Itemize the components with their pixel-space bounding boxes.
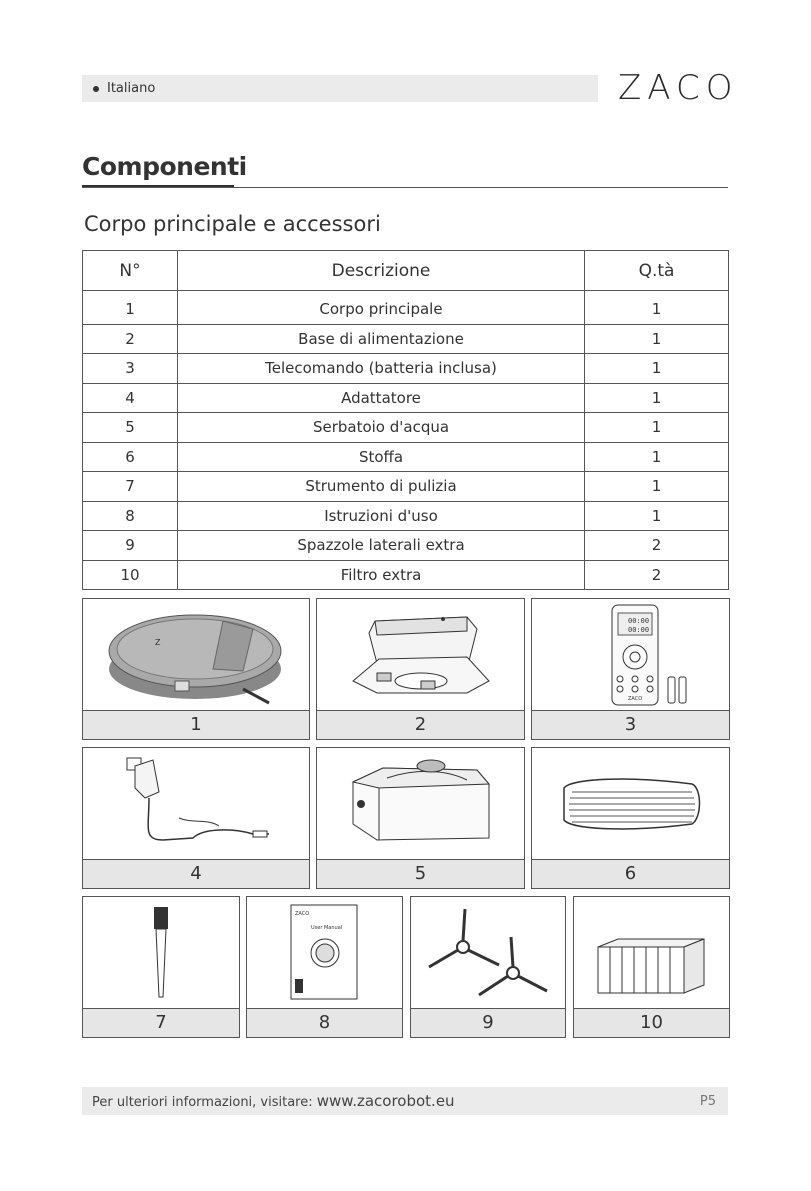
mop-cloth-icon bbox=[532, 748, 729, 860]
item-label: 5 bbox=[317, 859, 524, 888]
power-adapter-icon bbox=[83, 748, 309, 860]
cell-description: Stoffa bbox=[178, 442, 585, 472]
cell-no: 3 bbox=[83, 354, 178, 384]
footer-text-group bbox=[92, 1092, 455, 1110]
cell-qty: 1 bbox=[585, 472, 729, 502]
cell-no: 10 bbox=[83, 560, 178, 590]
title-underline bbox=[82, 185, 234, 187]
item-label: 3 bbox=[532, 710, 729, 739]
table-row bbox=[83, 442, 729, 472]
cell-qty: 1 bbox=[585, 413, 729, 443]
cell-qty: 2 bbox=[585, 560, 729, 590]
item-card-4 bbox=[82, 747, 310, 889]
cell-qty: 2 bbox=[585, 531, 729, 561]
cell-qty: 1 bbox=[585, 291, 729, 325]
cell-qty: 1 bbox=[585, 324, 729, 354]
item-card-6 bbox=[531, 747, 730, 889]
page-number: P5 bbox=[699, 1093, 716, 1109]
item-card-5 bbox=[316, 747, 525, 889]
cell-description: Base di alimentazione bbox=[178, 324, 585, 354]
item-card-7 bbox=[82, 896, 240, 1038]
cell-description: Corpo principale bbox=[178, 291, 585, 325]
footer-bar bbox=[82, 1087, 728, 1115]
cell-description: Adattatore bbox=[178, 383, 585, 413]
table-row bbox=[83, 291, 729, 325]
cell-no: 1 bbox=[83, 291, 178, 325]
cell-description: Telecomando (batteria inclusa) bbox=[178, 354, 585, 384]
cell-description: Spazzole laterali extra bbox=[178, 531, 585, 561]
item-card-3 bbox=[531, 598, 730, 740]
item-label: 4 bbox=[83, 859, 309, 888]
item-label: 7 bbox=[83, 1008, 239, 1037]
manual-brand: ZACO bbox=[295, 911, 310, 917]
item-label: 10 bbox=[574, 1008, 729, 1037]
item-label: 9 bbox=[411, 1008, 565, 1037]
robot-vacuum-icon bbox=[83, 599, 309, 711]
item-label: 6 bbox=[532, 859, 729, 888]
remote-screen-time-1: 00:00 bbox=[628, 617, 650, 625]
table-row bbox=[83, 501, 729, 531]
cell-description: Serbatoio d'acqua bbox=[178, 413, 585, 443]
filter-icon bbox=[574, 897, 729, 1009]
cell-no: 7 bbox=[83, 472, 178, 502]
item-card-1 bbox=[82, 598, 310, 740]
table-row bbox=[83, 324, 729, 354]
cell-qty: 1 bbox=[585, 442, 729, 472]
cell-description: Strumento di pulizia bbox=[178, 472, 585, 502]
language-bar bbox=[82, 75, 598, 102]
item-card-8 bbox=[246, 896, 403, 1038]
water-tank-icon bbox=[317, 748, 524, 860]
language-label: Italiano bbox=[107, 81, 156, 96]
item-label: 2 bbox=[317, 710, 524, 739]
footer-url-link[interactable]: www.zacorobot.eu bbox=[316, 1092, 455, 1110]
table-row bbox=[83, 413, 729, 443]
brand-logo: ZACO bbox=[618, 68, 739, 108]
table-row bbox=[83, 560, 729, 590]
cell-description: Istruzioni d'uso bbox=[178, 501, 585, 531]
item-label: 8 bbox=[247, 1008, 402, 1037]
title-divider bbox=[82, 187, 728, 188]
cleaning-brush-icon bbox=[83, 897, 239, 1009]
cell-no: 5 bbox=[83, 413, 178, 443]
subtitle: Corpo principale e accessori bbox=[84, 212, 381, 236]
table-row bbox=[83, 472, 729, 502]
cell-qty: 1 bbox=[585, 383, 729, 413]
cell-description: Filtro extra bbox=[178, 560, 585, 590]
charging-base-icon bbox=[317, 599, 524, 711]
header-no: N° bbox=[83, 251, 178, 291]
table-row bbox=[83, 531, 729, 561]
item-card-2 bbox=[316, 598, 525, 740]
cell-no: 8 bbox=[83, 501, 178, 531]
cell-qty: 1 bbox=[585, 501, 729, 531]
bullet-icon bbox=[93, 86, 99, 92]
header-description: Descrizione bbox=[178, 251, 585, 291]
side-brushes-icon bbox=[411, 897, 565, 1009]
cell-no: 4 bbox=[83, 383, 178, 413]
item-label: 1 bbox=[83, 710, 309, 739]
remote-control-icon bbox=[532, 599, 729, 711]
cell-qty: 1 bbox=[585, 354, 729, 384]
footer-text: Per ulteriori informazioni, visitare: bbox=[92, 1095, 313, 1110]
header-qty: Q.tà bbox=[585, 251, 729, 291]
components-table bbox=[82, 250, 729, 590]
manual-title: User Manual bbox=[311, 925, 343, 931]
remote-screen-time-2: 00:00 bbox=[628, 626, 650, 634]
table-row bbox=[83, 383, 729, 413]
svg-text:Z: Z bbox=[155, 638, 161, 647]
remote-brand: ZACO bbox=[628, 696, 643, 702]
cell-no: 6 bbox=[83, 442, 178, 472]
table-row bbox=[83, 354, 729, 384]
cell-no: 2 bbox=[83, 324, 178, 354]
item-card-9 bbox=[410, 896, 566, 1038]
section-title: Componenti bbox=[82, 152, 247, 181]
table-header-row bbox=[83, 251, 729, 291]
item-card-10 bbox=[573, 896, 730, 1038]
cell-no: 9 bbox=[83, 531, 178, 561]
user-manual-icon bbox=[247, 897, 402, 1009]
